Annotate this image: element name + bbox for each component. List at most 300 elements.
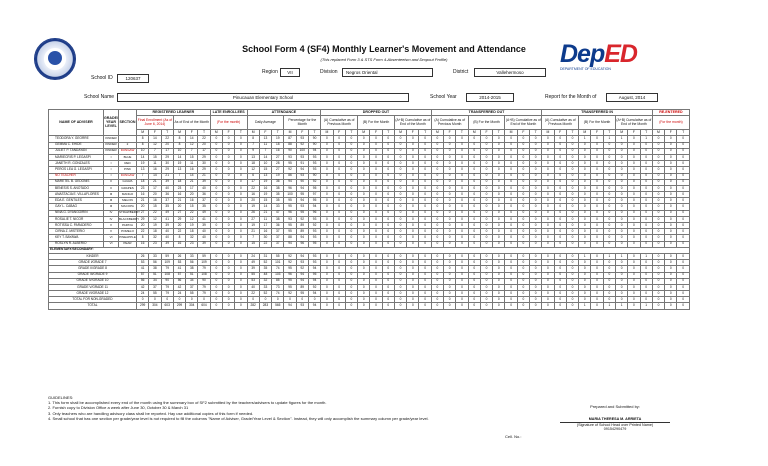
- count-cell: 7: [259, 148, 271, 154]
- count-cell: 0: [517, 291, 529, 297]
- count-cell: 36: [272, 223, 284, 229]
- count-cell: 14: [259, 204, 271, 210]
- count-cell: 0: [603, 223, 615, 229]
- summary-label: GRADE VI/GRADE 12: [49, 291, 137, 297]
- section-name: PEAR: [119, 241, 137, 247]
- count-cell: 38: [272, 216, 284, 222]
- grade-level: VI: [104, 235, 119, 241]
- count-cell: 0: [321, 148, 333, 154]
- count-cell: 40: [198, 185, 210, 191]
- count-cell: 0: [591, 284, 603, 290]
- count-cell: 0: [235, 142, 247, 148]
- section-name: DUNGAW: [119, 173, 137, 179]
- count-cell: 0: [149, 297, 161, 303]
- count-cell: 0: [247, 297, 259, 303]
- count-cell: 16: [137, 241, 149, 247]
- count-cell: 41: [161, 216, 173, 222]
- count-cell: 0: [628, 198, 640, 204]
- count-cell: 0: [677, 278, 690, 284]
- count-cell: 0: [444, 154, 456, 160]
- count-cell: 0: [480, 223, 492, 229]
- count-cell: 14: [186, 136, 198, 142]
- count-cell: 0: [321, 154, 333, 160]
- grade-level: III: [104, 198, 119, 204]
- count-cell: 16: [173, 192, 185, 198]
- count-cell: 0: [235, 192, 247, 198]
- count-cell: 20: [247, 198, 259, 204]
- adviser-name: PEROS LEA G. LEGASPI: [49, 167, 104, 173]
- report-month-field[interactable]: August, 2014: [606, 93, 658, 102]
- count-cell: 0: [566, 192, 578, 198]
- count-cell: 13: [137, 167, 149, 173]
- count-cell: 0: [640, 284, 652, 290]
- count-cell: 94: [308, 266, 320, 272]
- count-cell: 10: [173, 148, 185, 154]
- count-cell: 0: [210, 260, 222, 266]
- count-cell: 0: [210, 185, 222, 191]
- count-cell: 0: [640, 204, 652, 210]
- count-cell: 0: [566, 173, 578, 179]
- count-cell: 0: [530, 303, 542, 309]
- count-cell: 22: [259, 241, 271, 247]
- count-cell: 0: [530, 235, 542, 241]
- school-id-label: School ID: [91, 75, 113, 81]
- count-cell: 89: [296, 229, 308, 235]
- count-cell: 0: [566, 167, 578, 173]
- count-cell: 0: [382, 266, 394, 272]
- count-cell: 0: [615, 241, 627, 247]
- count-cell: 95: [296, 210, 308, 216]
- count-cell: 0: [493, 179, 505, 185]
- header-adviser: NAME OF ADVISER: [49, 110, 104, 136]
- count-cell: 0: [431, 154, 443, 160]
- count-cell: 0: [480, 148, 492, 154]
- count-cell: 0: [419, 241, 431, 247]
- count-cell: 30: [198, 161, 210, 167]
- count-cell: 0: [222, 204, 234, 210]
- count-cell: 0: [345, 136, 357, 142]
- count-cell: 0: [652, 179, 664, 185]
- count-cell: 0: [591, 198, 603, 204]
- count-cell: 0: [615, 154, 627, 160]
- count-cell: 0: [431, 241, 443, 247]
- count-cell: 19: [259, 192, 271, 198]
- count-cell: 0: [554, 210, 566, 216]
- header-mft: T: [603, 130, 615, 136]
- count-cell: 0: [382, 198, 394, 204]
- count-cell: 18: [149, 229, 161, 235]
- header-mft: F: [480, 130, 492, 136]
- count-cell: 0: [554, 192, 566, 198]
- count-cell: 0: [542, 223, 554, 229]
- count-cell: 1: [640, 303, 652, 309]
- section-name: 2: [119, 142, 137, 148]
- count-cell: 0: [235, 260, 247, 266]
- count-cell: 0: [640, 167, 652, 173]
- count-cell: 0: [542, 161, 554, 167]
- count-cell: 0: [665, 198, 677, 204]
- count-cell: 0: [444, 260, 456, 266]
- count-cell: 0: [358, 216, 370, 222]
- count-cell: 22: [161, 136, 173, 142]
- count-cell: 14: [149, 173, 161, 179]
- header-mft: F: [222, 130, 234, 136]
- count-cell: 0: [665, 216, 677, 222]
- count-cell: 0: [321, 216, 333, 222]
- count-cell: 0: [456, 185, 468, 191]
- section-name: MANGO: [119, 192, 137, 198]
- count-cell: 0: [652, 161, 664, 167]
- count-cell: 29: [198, 167, 210, 173]
- count-cell: 0: [628, 303, 640, 309]
- count-cell: 0: [652, 260, 664, 266]
- count-cell: 0: [419, 303, 431, 309]
- count-cell: 0: [628, 297, 640, 303]
- count-cell: 15: [259, 167, 271, 173]
- grade-level: III: [104, 192, 119, 198]
- count-cell: 0: [431, 167, 443, 173]
- school-year-field[interactable]: 2014-2015: [466, 93, 514, 102]
- count-cell: 0: [603, 235, 615, 241]
- count-cell: 0: [444, 173, 456, 179]
- count-cell: 0: [382, 167, 394, 173]
- count-cell: 0: [333, 216, 345, 222]
- count-cell: 21: [198, 173, 210, 179]
- count-cell: 0: [235, 148, 247, 154]
- count-cell: 91: [296, 161, 308, 167]
- count-cell: 0: [530, 148, 542, 154]
- count-cell: 8: [173, 235, 185, 241]
- count-cell: 0: [321, 161, 333, 167]
- count-cell: 11: [259, 142, 271, 148]
- count-cell: 0: [431, 284, 443, 290]
- count-cell: 0: [615, 179, 627, 185]
- count-cell: 0: [468, 241, 480, 247]
- header-mft: T: [640, 130, 652, 136]
- header-mft: T: [530, 130, 542, 136]
- count-cell: 0: [222, 173, 234, 179]
- count-cell: 0: [345, 161, 357, 167]
- count-cell: 0: [652, 198, 664, 204]
- count-cell: 0: [505, 278, 517, 284]
- count-cell: 0: [591, 223, 603, 229]
- count-cell: 0: [456, 210, 468, 216]
- school-id-field[interactable]: 120637: [117, 74, 149, 83]
- count-cell: 0: [444, 297, 456, 303]
- count-cell: 603: [161, 303, 173, 309]
- adviser-name: NO TEACHER: [49, 173, 104, 179]
- count-cell: 0: [222, 142, 234, 148]
- adviser-name: GEMMA C. EHIDE: [49, 142, 104, 148]
- grade-level: IV: [104, 216, 119, 222]
- count-cell: 0: [579, 260, 591, 266]
- count-cell: 94: [284, 241, 296, 247]
- count-cell: 0: [566, 148, 578, 154]
- count-cell: 55: [149, 291, 161, 297]
- count-cell: 299: [173, 303, 185, 309]
- count-cell: 0: [640, 235, 652, 241]
- count-cell: 0: [480, 284, 492, 290]
- count-cell: 20: [161, 142, 173, 148]
- count-cell: 0: [333, 210, 345, 216]
- count-cell: 0: [579, 266, 591, 272]
- count-cell: 0: [554, 260, 566, 266]
- header-mft: T: [235, 130, 247, 136]
- count-cell: 0: [505, 179, 517, 185]
- count-cell: 0: [345, 291, 357, 297]
- sub-cum-end: (A+B) Cumulative as of End of the Month: [615, 116, 652, 130]
- count-cell: 0: [566, 303, 578, 309]
- count-cell: 0: [321, 185, 333, 191]
- count-cell: 0: [591, 216, 603, 222]
- count-cell: 0: [345, 266, 357, 272]
- count-cell: 0: [517, 192, 529, 198]
- count-cell: 0: [394, 303, 406, 309]
- count-cell: 37: [161, 198, 173, 204]
- count-cell: 0: [358, 154, 370, 160]
- count-cell: 0: [615, 198, 627, 204]
- header-reentered: RE-ENTERED: [652, 110, 689, 116]
- count-cell: 8: [137, 136, 149, 142]
- count-cell: 15: [247, 241, 259, 247]
- count-cell: 0: [235, 291, 247, 297]
- count-cell: 0: [579, 185, 591, 191]
- count-cell: 0: [480, 272, 492, 278]
- count-cell: 0: [603, 154, 615, 160]
- count-cell: 0: [603, 241, 615, 247]
- count-cell: 0: [554, 204, 566, 210]
- count-cell: 0: [640, 241, 652, 247]
- count-cell: 0: [677, 253, 690, 259]
- count-cell: 21: [161, 173, 173, 179]
- report-month-label: Report for the Month of: [545, 94, 597, 100]
- count-cell: 0: [530, 173, 542, 179]
- count-cell: 0: [579, 223, 591, 229]
- count-cell: 0: [370, 297, 382, 303]
- count-cell: 52: [259, 260, 271, 266]
- count-cell: 0: [370, 272, 382, 278]
- count-cell: 39: [198, 223, 210, 229]
- count-cell: 29: [198, 154, 210, 160]
- count-cell: 94: [284, 303, 296, 309]
- count-cell: 0: [615, 204, 627, 210]
- count-cell: 0: [210, 241, 222, 247]
- count-cell: 0: [358, 148, 370, 154]
- count-cell: 0: [210, 253, 222, 259]
- count-cell: 0: [615, 185, 627, 191]
- count-cell: 0: [652, 229, 664, 235]
- section-name: POMELO: [119, 229, 137, 235]
- count-cell: 0: [665, 260, 677, 266]
- count-cell: 35: [272, 198, 284, 204]
- region-field[interactable]: VII: [280, 68, 300, 77]
- count-cell: 0: [407, 260, 419, 266]
- count-cell: 36: [161, 192, 173, 198]
- count-cell: 0: [615, 229, 627, 235]
- school-name-field[interactable]: Pinucauan Elementary School: [117, 93, 409, 102]
- count-cell: 0: [517, 241, 529, 247]
- sub-late-month: (For the month): [210, 116, 247, 130]
- district-field[interactable]: Vallehermoso: [474, 68, 546, 77]
- count-cell: 0: [222, 161, 234, 167]
- count-cell: 93: [308, 235, 320, 241]
- count-cell: 37: [186, 284, 198, 290]
- count-cell: 0: [345, 272, 357, 278]
- count-cell: 18: [173, 179, 185, 185]
- count-cell: 0: [554, 154, 566, 160]
- count-cell: 0: [652, 253, 664, 259]
- count-cell: 0: [517, 161, 529, 167]
- count-cell: 7: [149, 148, 161, 154]
- header-transferred-out: TRANSFERRED OUT: [431, 110, 542, 116]
- count-cell: 0: [615, 278, 627, 284]
- count-cell: 0: [222, 284, 234, 290]
- adviser-name: KEY T. BAYAWA: [49, 235, 104, 241]
- count-cell: 0: [468, 272, 480, 278]
- count-cell: 0: [345, 216, 357, 222]
- count-cell: 0: [370, 185, 382, 191]
- section-name: PINK: [119, 167, 137, 173]
- count-cell: 19: [272, 136, 284, 142]
- count-cell: 0: [517, 204, 529, 210]
- count-cell: 0: [591, 210, 603, 216]
- count-cell: 0: [677, 297, 690, 303]
- count-cell: 0: [603, 297, 615, 303]
- count-cell: 12: [247, 167, 259, 173]
- grade-level: II: [104, 185, 119, 191]
- header-mft: T: [493, 130, 505, 136]
- count-cell: 0: [444, 136, 456, 142]
- count-cell: 0: [173, 297, 185, 303]
- count-cell: 93: [308, 154, 320, 160]
- count-cell: 0: [542, 297, 554, 303]
- count-cell: 0: [394, 297, 406, 303]
- count-cell: 0: [530, 278, 542, 284]
- count-cell: 0: [394, 173, 406, 179]
- count-cell: 0: [566, 154, 578, 160]
- count-cell: 0: [640, 229, 652, 235]
- count-cell: 0: [652, 154, 664, 160]
- count-cell: 0: [640, 142, 652, 148]
- count-cell: 0: [665, 204, 677, 210]
- division-field[interactable]: Negros Oriental: [342, 68, 433, 77]
- count-cell: 0: [407, 253, 419, 259]
- count-cell: 53: [173, 260, 185, 266]
- count-cell: 0: [222, 291, 234, 297]
- count-cell: 35: [272, 192, 284, 198]
- count-cell: 0: [370, 278, 382, 284]
- count-cell: 0: [407, 173, 419, 179]
- count-cell: 0: [210, 278, 222, 284]
- count-cell: 0: [542, 198, 554, 204]
- count-cell: 0: [493, 241, 505, 247]
- count-cell: 0: [456, 204, 468, 210]
- count-cell: 73: [272, 284, 284, 290]
- count-cell: 0: [579, 297, 591, 303]
- count-cell: 0: [407, 216, 419, 222]
- count-cell: 40: [161, 185, 173, 191]
- count-cell: 39: [198, 179, 210, 185]
- count-cell: 0: [345, 260, 357, 266]
- count-cell: 0: [677, 241, 690, 247]
- count-cell: 90: [308, 136, 320, 142]
- header-mft: T: [198, 130, 210, 136]
- count-cell: 0: [444, 216, 456, 222]
- count-cell: 40: [198, 235, 210, 241]
- header-mft: T: [566, 130, 578, 136]
- count-cell: 0: [542, 266, 554, 272]
- count-cell: 0: [615, 284, 627, 290]
- count-cell: 0: [652, 210, 664, 216]
- count-cell: 8: [137, 235, 149, 241]
- count-cell: 30: [259, 235, 271, 241]
- count-cell: 0: [665, 229, 677, 235]
- count-cell: 0: [493, 167, 505, 173]
- section-name: DUNGAW: [119, 148, 137, 154]
- count-cell: 0: [444, 266, 456, 272]
- count-cell: 0: [468, 142, 480, 148]
- count-cell: 93: [296, 204, 308, 210]
- count-cell: 88: [284, 142, 296, 148]
- guideline-item: 2. Furnish copy to Division Office a week after June 30, October 30 & March 31: [48, 405, 189, 411]
- count-cell: 0: [407, 167, 419, 173]
- count-cell: 96: [296, 241, 308, 247]
- count-cell: 13: [247, 154, 259, 160]
- count-cell: 0: [640, 260, 652, 266]
- count-cell: 0: [566, 179, 578, 185]
- count-cell: 0: [358, 223, 370, 229]
- count-cell: 95: [284, 161, 296, 167]
- count-cell: 0: [517, 235, 529, 241]
- count-cell: 20: [198, 142, 210, 148]
- count-cell: 49: [161, 210, 173, 216]
- count-cell: 0: [321, 235, 333, 241]
- count-cell: 0: [615, 266, 627, 272]
- count-cell: 0: [321, 272, 333, 278]
- count-cell: 0: [394, 192, 406, 198]
- count-cell: 52: [259, 291, 271, 297]
- count-cell: 0: [444, 192, 456, 198]
- count-cell: 15: [149, 204, 161, 210]
- header-mft: F: [554, 130, 566, 136]
- count-cell: 0: [628, 284, 640, 290]
- count-cell: 0: [370, 173, 382, 179]
- count-cell: 14: [149, 136, 161, 142]
- count-cell: 0: [542, 291, 554, 297]
- count-cell: 0: [333, 297, 345, 303]
- count-cell: 11: [149, 161, 161, 167]
- count-cell: 0: [505, 266, 517, 272]
- count-cell: 0: [652, 241, 664, 247]
- count-cell: 0: [321, 241, 333, 247]
- count-cell: 33: [272, 204, 284, 210]
- count-cell: 16: [173, 241, 185, 247]
- count-cell: 0: [542, 204, 554, 210]
- count-cell: 0: [468, 253, 480, 259]
- count-cell: 0: [419, 266, 431, 272]
- count-cell: 0: [444, 229, 456, 235]
- count-cell: 0: [468, 167, 480, 173]
- count-cell: 17: [259, 223, 271, 229]
- count-cell: 0: [480, 241, 492, 247]
- count-cell: 0: [554, 303, 566, 309]
- count-cell: 18: [137, 179, 149, 185]
- count-cell: 0: [677, 136, 690, 142]
- count-cell: 0: [321, 173, 333, 179]
- count-cell: 0: [407, 266, 419, 272]
- count-cell: 39: [161, 223, 173, 229]
- count-cell: 0: [222, 179, 234, 185]
